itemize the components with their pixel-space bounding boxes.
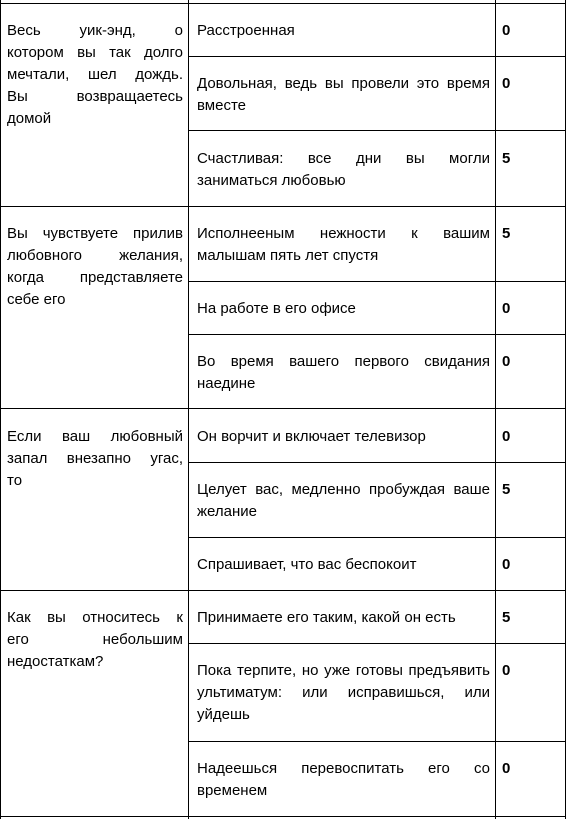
answer-option: Пока терпите, но уже готовы предъявить ультиматум: или исправишься, или уйдешь: [197, 662, 490, 723]
answer-option: Расстроенная: [197, 22, 295, 39]
question-text: [7, 426, 183, 492]
answer-option: Довольная, ведь вы провели это время вместе: [197, 75, 490, 114]
answer-option: Спрашивает, что вас беспокоит: [197, 556, 417, 573]
answer-option: Целует вас, медленно пробуждая ваше желание: [197, 481, 490, 520]
row-separator: [0, 408, 566, 409]
answer-separator: [188, 741, 566, 742]
row-separator: [0, 590, 566, 591]
answer-separator: [188, 537, 566, 538]
question-text: [7, 607, 183, 673]
answer-separator: [188, 281, 566, 282]
answer-option: На работе в его офисе: [197, 300, 356, 317]
question-line: мечтали, шел дождь.: [7, 66, 183, 83]
answer-score: 5: [502, 225, 511, 242]
answer-separator: [188, 56, 566, 57]
answer-score: 0: [502, 22, 511, 39]
question-line: Весь уик-энд, о: [7, 22, 183, 39]
row-separator: [0, 816, 566, 817]
column-divider-question: [188, 0, 189, 819]
question-line: Вы возвращаетесь: [7, 88, 183, 105]
answer-option: Он ворчит и включает телевизор: [197, 428, 426, 445]
question-line: Как вы относитесь к: [7, 609, 183, 626]
question-line: когда представляете: [7, 269, 183, 286]
answer-option: Во время вашего первого свидания наедине: [197, 353, 490, 392]
answer-option: Принимаете его таким, какой он есть: [197, 609, 456, 626]
answer-score: 5: [502, 150, 511, 167]
table-border-left: [0, 0, 1, 819]
answer-separator: [188, 462, 566, 463]
question-text: [7, 223, 183, 311]
answer-score: 0: [502, 428, 511, 445]
question-line: котором вы так долго: [7, 44, 183, 61]
answer-separator: [188, 643, 566, 644]
question-line: Если ваш любовный: [7, 428, 183, 445]
answer-score: 0: [502, 353, 511, 370]
question-line: любовного желания,: [7, 247, 183, 264]
question-line: его небольшим: [7, 631, 183, 648]
row-separator: [0, 206, 566, 207]
question-line: запал внезапно угас,: [7, 450, 183, 467]
row-separator: [0, 3, 566, 4]
question-line: Вы чувствуете прилив: [7, 225, 183, 242]
question-line: домой: [7, 110, 52, 127]
answer-score: 0: [502, 662, 511, 679]
answer-score: 5: [502, 481, 511, 498]
question-text: [7, 20, 183, 130]
question-line: себе его: [7, 291, 66, 308]
answer-score: 0: [502, 760, 511, 777]
question-line: то: [7, 472, 23, 489]
answer-score: 5: [502, 609, 511, 626]
answer-score: 0: [502, 300, 511, 317]
answer-score: 0: [502, 75, 511, 92]
answer-separator: [188, 130, 566, 131]
question-line: недостаткам?: [7, 653, 104, 670]
answer-option: Счастливая: все дни вы могли заниматься любовью: [197, 150, 490, 189]
answer-score: 0: [502, 556, 511, 573]
answer-option: Исполнееным нежности к вашим малышам пять лет спустя: [197, 225, 490, 264]
answer-option: Надеешься перевоспитать его со временем: [197, 760, 490, 799]
column-divider-answer: [495, 0, 496, 819]
answer-separator: [188, 334, 566, 335]
